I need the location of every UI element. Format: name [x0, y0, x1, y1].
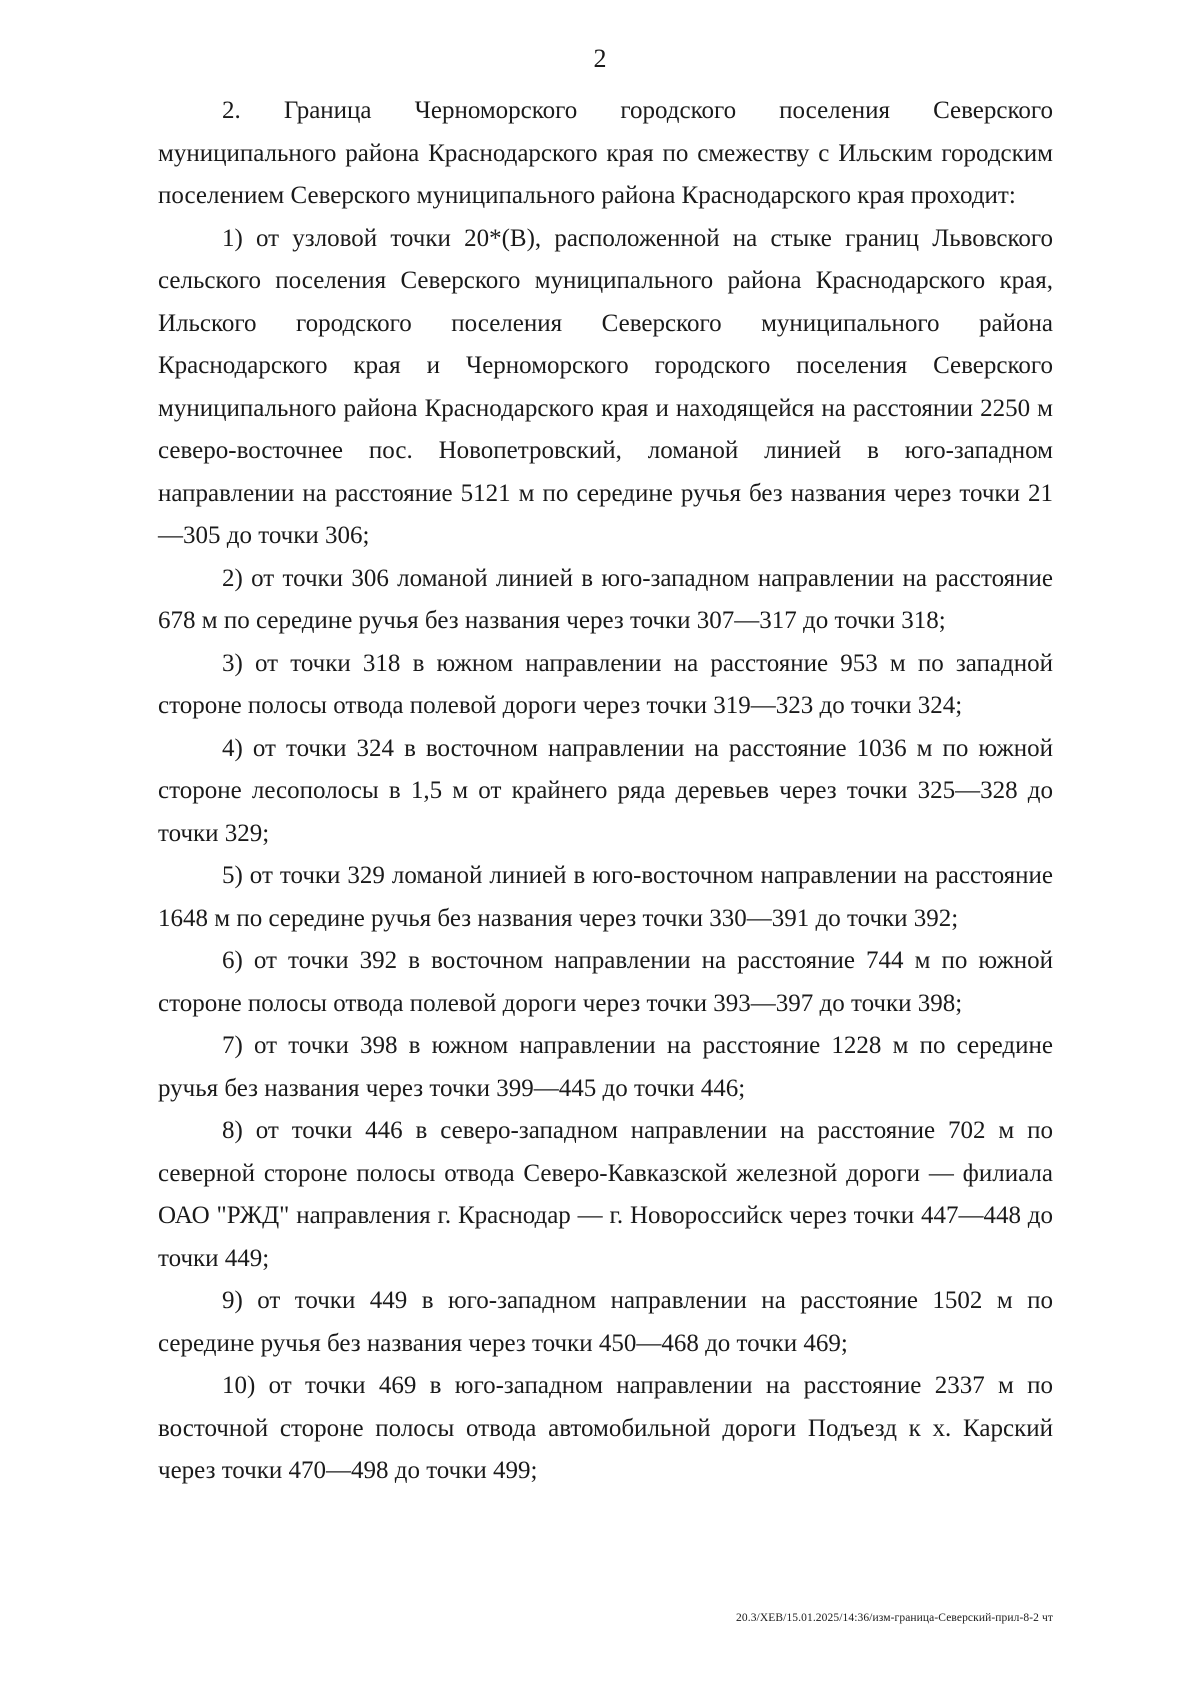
paragraph-item-2: 2) от точки 306 ломаной линией в юго-западном направлении на расстояние 678 м по середине ручья без названия через точки 307—317 до точки 318; [158, 564, 1053, 634]
paragraph-item-3: 3) от точки 318 в южном направлении на расстояние 953 м по западной стороне полосы отвода полевой дороги через точки 319—323 до точки 324; [158, 649, 1053, 719]
page-number: 2 [593, 44, 607, 73]
paragraph-item-4: 4) от точки 324 в восточном направлении на расстояние 1036 м по южной стороне лесополосы в 1,5 м от крайнего ряда деревьев через точки 325—328 до точки 329; [158, 734, 1053, 847]
paragraph-item-9: 9) от точки 449 в юго-западном направлении на расстояние 1502 м по середине ручья без названия через точки 450—468 до точки 469; [158, 1287, 1053, 1357]
paragraph-intro: 2. Граница Черноморского городского поселения Северского муниципального района Краснодарского края по смежеству с Ильским городским поселением Северского муниципального района Краснодарского края проходит: [158, 97, 1053, 209]
paragraph-item-1: 1) от узловой точки 20*(В), расположенной на стыке границ Львовского сельского поселения Северского муниципального района Краснодарского края, Ильского городского поселения Северского муниципального района Краснодарского края и Черноморского городского поселения Северского муниципального района Краснодарского края и находящейся на расстоянии 2250 м северо-восточнее пос. Новопетровский, ломаной линией в юго-западном направлении на расстояние 5121 м по середине ручья без названия через точки 21—305 до точки 306; [158, 224, 1053, 549]
document-footer-code: 20.3/ХЕВ/15.01.2025/14:36/изм-граница-Северский-прил-8-2 чт [736, 1612, 1053, 1624]
paragraph-item-7: 7) от точки 398 в южном направлении на расстояние 1228 м по середине ручья без названия через точки 399—445 до точки 446; [158, 1032, 1053, 1102]
paragraph-item-10: 10) от точки 469 в юго-западном направлении на расстояние 2337 м по восточной стороне полосы отвода автомобильной дороги Подъезд к х. Карский через точки 470—498 до точки 499; [158, 1372, 1053, 1484]
paragraph-item-8: 8) от точки 446 в северо-западном направлении на расстояние 702 м по северной стороне полосы отвода Северо-Кавказской железной дороги — филиала ОАО "РЖД" направления г. Краснодар — г. Новороссийск через точки 447—448 до точки 449; [158, 1117, 1053, 1272]
document-body [158, 90, 1053, 1493]
paragraph-item-6: 6) от точки 392 в восточном направлении на расстояние 744 м по южной стороне полосы отвода полевой дороги через точки 393—397 до точки 398; [158, 947, 1053, 1017]
paragraph-item-5: 5) от точки 329 ломаной линией в юго-восточном направлении на расстояние 1648 м по середине ручья без названия через точки 330—391 до точки 392; [158, 862, 1053, 932]
